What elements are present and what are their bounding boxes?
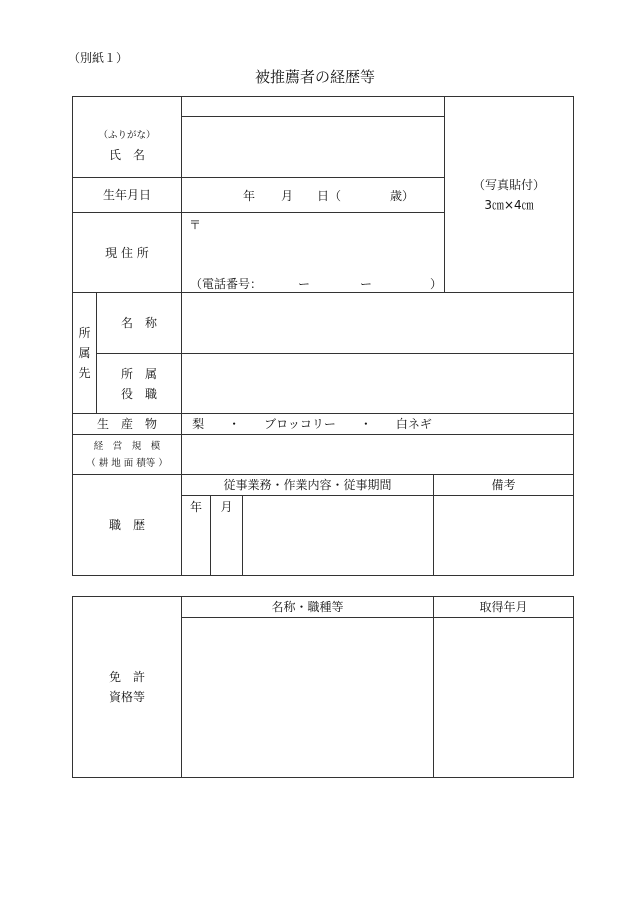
affiliation-group-label: [73, 293, 96, 413]
license-header-date: 取得年月: [479, 600, 528, 614]
affiliation-name-field[interactable]: [182, 293, 573, 353]
page-title: 被推薦者の経歴等: [254, 68, 375, 86]
farm-scale-line1: 経 営 規 模: [93, 440, 161, 452]
birthdate-label: 生年月日: [102, 188, 151, 202]
affiliation-name-label: 名 称: [120, 316, 157, 330]
address-label: 現 住 所: [105, 245, 149, 260]
license-label-line2: 資格等: [108, 690, 145, 704]
career-label: 職 歴: [108, 518, 145, 532]
phone-dash-2: ー: [360, 277, 373, 291]
affiliation-char-2: 属: [78, 346, 91, 360]
career-year-label: 年: [189, 500, 202, 514]
career-notes-field[interactable]: [434, 496, 573, 575]
birthdate-field[interactable]: [182, 178, 444, 212]
birth-day-unit: 日（: [317, 189, 342, 203]
license-label-line1: 免 許: [108, 670, 145, 684]
license-date-field[interactable]: [434, 618, 573, 777]
license-header-name: 名称・職種等: [271, 600, 344, 614]
career-header-notes: 備考: [491, 478, 516, 492]
phone-label: （電話番号：: [190, 277, 263, 291]
products-label: 生 産 物: [96, 417, 157, 431]
photo-size: 3㎝×4㎝: [484, 197, 534, 212]
birth-year-unit: 年: [243, 189, 256, 203]
license-name-field[interactable]: [182, 618, 433, 777]
career-header-main: 従事業務・作業内容・従事期間: [223, 478, 392, 492]
photo-area: [445, 97, 573, 292]
photo-label: （写真貼付）: [472, 177, 545, 192]
affiliation-char-3: 先: [78, 366, 91, 380]
age-unit: 歳）: [390, 189, 415, 203]
license-label: [73, 597, 181, 777]
furigana-label: （ふりがな）: [98, 130, 156, 141]
products-value[interactable]: 梨 ・ ブロッコリー ・ 白ネギ: [192, 417, 432, 431]
name-label: 氏 名: [108, 148, 145, 162]
address-field[interactable]: [182, 213, 444, 292]
phone-close: ）: [430, 277, 443, 291]
postal-mark: 〒: [189, 218, 202, 232]
affiliation-dept-label: [97, 354, 181, 413]
farm-scale-line2: （ 耕 地 面 積等 ）: [86, 457, 168, 469]
furigana-field[interactable]: [182, 97, 444, 116]
name-label-cell: [73, 117, 181, 177]
name-field[interactable]: [182, 117, 444, 177]
phone-dash-1: ー: [298, 277, 311, 291]
birth-month-unit: 月: [281, 189, 294, 203]
position-label: 役 職: [120, 386, 157, 401]
career-details-field[interactable]: [243, 496, 433, 575]
affiliation-dept-field[interactable]: [182, 354, 573, 413]
affiliation-char-1: 所: [78, 326, 91, 340]
attachment-label: （別紙１）: [68, 51, 129, 65]
career-month-label: 月: [220, 500, 233, 514]
farm-scale-field[interactable]: [182, 435, 573, 474]
dept-label: 所 属: [120, 366, 157, 381]
farm-scale-label: [73, 435, 181, 474]
